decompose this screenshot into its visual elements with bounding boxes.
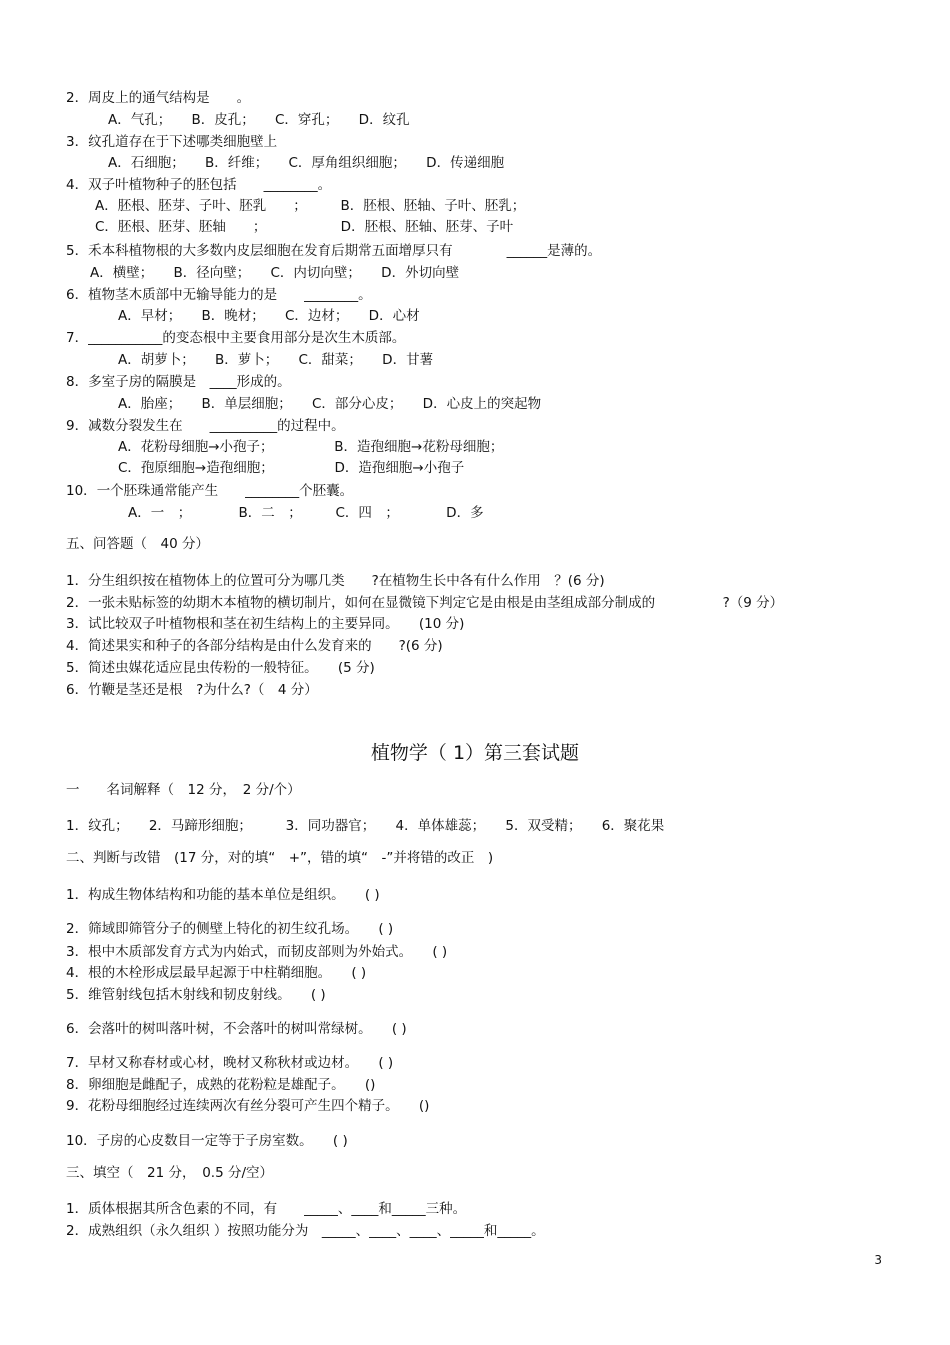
part1-heading: 一 名词解释（ 12 分， 2 分/个） <box>66 782 301 798</box>
part2-item-10: 10．子房的心皮数目一定等于子房室数。 ( ) <box>66 1133 348 1149</box>
q4-options-cd: C．胚根、胚芽、胚轴 ； D．胚根、胚轴、胚芽、子叶 <box>95 219 514 235</box>
exam-title: 植物学（ 1）第三套试题 <box>370 742 580 764</box>
q9-options-cd: C．孢原细胞→造孢细胞； D．造孢细胞→小孢子 <box>118 460 465 476</box>
q10: 10．一个胚珠通常能产生 ________个胚囊。 <box>66 483 354 499</box>
section5-item-4: 4．简述果实和种子的各部分结构是由什么发育来的 ?(6 分) <box>66 638 443 654</box>
q3: 3．纹孔道存在于下述哪类细胞壁上 <box>66 134 278 150</box>
part2-item-9: 9．花粉母细胞经过连续两次有丝分裂可产生四个精子。 () <box>66 1098 430 1114</box>
section5-item-5: 5．简述虫媒花适应昆虫传粉的一般特征。 (5 分) <box>66 660 375 676</box>
part2-heading: 二、判断与改错 (17 分，对的填“ +”，错的填“ -”并将错的改正 ) <box>66 850 494 866</box>
part1-terms: 1．纹孔； 2．马蹄形细胞； 3．同功器官； 4．单体雄蕊； 5．双受精； 6．聚花果 <box>66 818 665 834</box>
part2-item-5: 5．维管射线包括木射线和韧皮射线。 ( ) <box>66 987 326 1003</box>
q7-options: A．胡萝卜； B．萝卜； C．甜菜； D．甘薯 <box>118 352 434 368</box>
part2-item-3: 3．根中木质部发育方式为内始式，而韧皮部则为外始式。 ( ) <box>66 944 448 960</box>
part2-item-4: 4．根的木栓形成层最早起源于中柱鞘细胞。 ( ) <box>66 965 367 981</box>
part3-heading: 三、填空（ 21 分， 0.5 分/空） <box>66 1165 274 1181</box>
q3-options: A．石细胞； B．纤维； C．厚角组织细胞； D．传递细胞 <box>108 155 505 171</box>
q2-options: A．气孔； B．皮孔； C．穿孔； D．纹孔 <box>108 112 410 128</box>
section5-heading: 五、问答题（ 40 分） <box>66 536 209 552</box>
q5-options: A．横壁； B．径向壁； C．内切向壁； D．外切向壁 <box>90 265 460 281</box>
section5-item-6: 6．竹鞭是茎还是根 ?为什么?（ 4 分） <box>66 682 318 698</box>
q2: 2．周皮上的通气结构是 。 <box>66 90 251 106</box>
q6: 6．植物茎木质部中无输导能力的是 ________。 <box>66 287 372 303</box>
part3-item-2: 2．成熟组织（永久组织 ）按照功能分为 _____、____、____、_____和_____。 <box>66 1223 545 1239</box>
q8-options: A．胎座； B．单层细胞； C．部分心皮； D．心皮上的突起物 <box>118 396 542 412</box>
section5-item-1: 1．分生组织按在植物体上的位置可分为哪几类 ?在植物生长中各有什么作用 ？(6 分) <box>66 573 605 589</box>
q9: 9．减数分裂发生在 __________的过程中。 <box>66 418 345 434</box>
part2-item-7: 7．早材又称春材或心材，晚材又称秋材或边材。 ( ) <box>66 1055 394 1071</box>
part3-item-1: 1．质体根据其所含色素的不同，有 _____、____和_____三种。 <box>66 1201 467 1217</box>
section5-item-2: 2．一张未贴标签的幼期木本植物的横切制片，如何在显微镜下判定它是由根是由茎组成部分制成的 ?（9 分） <box>66 595 784 611</box>
q10-options: A．一 ； B．二 ； C．四 ； D．多 <box>128 505 484 521</box>
q4-options-ab: A．胚根、胚芽、子叶、胚乳 ； B．胚根、胚轴、子叶、胚乳； <box>95 198 526 214</box>
section5-item-3: 3．试比较双子叶植物根和茎在初生结构上的主要异同。 (10 分) <box>66 616 465 632</box>
q4: 4．双子叶植物种子的胚包括 ________。 <box>66 177 332 193</box>
part2-item-2: 2．筛域即筛管分子的侧壁上特化的初生纹孔场。 ( ) <box>66 921 394 937</box>
q7: 7．___________的变态根中主要食用部分是次生木质部。 <box>66 330 406 346</box>
page-number: 3 <box>874 1253 882 1267</box>
q8: 8．多室子房的隔膜是 ____形成的。 <box>66 374 291 390</box>
part2-item-1: 1．构成生物体结构和功能的基本单位是组织。 ( ) <box>66 887 380 903</box>
part2-item-8: 8．卵细胞是雌配子，成熟的花粉粒是雄配子。 () <box>66 1077 376 1093</box>
q5: 5．禾本科植物根的大多数内皮层细胞在发育后期常五面增厚只有 ______是薄的。 <box>66 243 602 259</box>
q9-options-ab: A．花粉母细胞→小孢子； B．造孢细胞→花粉母细胞； <box>118 439 504 455</box>
part2-item-6: 6．会落叶的树叫落叶树，不会落叶的树叫常绿树。 ( ) <box>66 1021 407 1037</box>
q6-options: A．早材； B．晚材； C．边材； D．心材 <box>118 308 420 324</box>
